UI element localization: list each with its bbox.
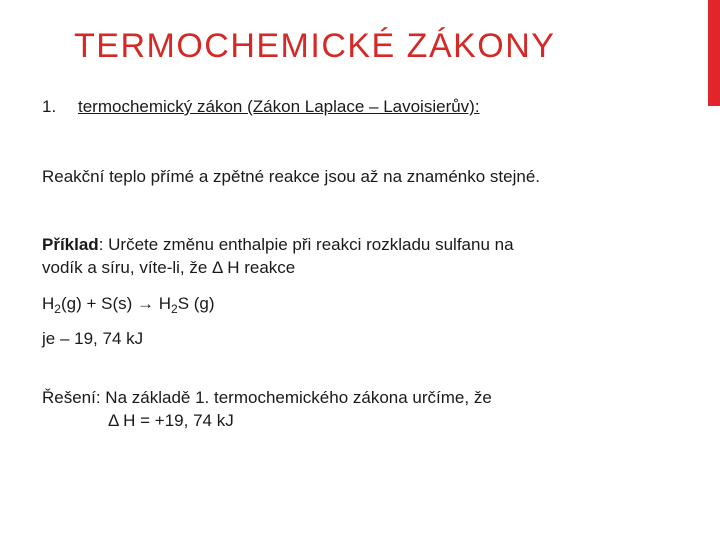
example-label: Příklad [42, 235, 99, 254]
eq-mid: (g) + S(s) → H [60, 294, 172, 313]
reaction-enthalpy: je – 19, 74 kJ [42, 329, 144, 348]
solution-block [42, 386, 492, 432]
law-number: 1. [42, 97, 57, 116]
eq-h: H [42, 294, 55, 313]
eq-sub-2: 2 [171, 302, 178, 316]
solution-line-1: Řešení: Na základě 1. termochemického zákona určíme, že [42, 388, 492, 407]
law-statement: Reakční teplo přímé a zpětné reakce jsou až na znaménko stejné. [42, 167, 541, 186]
solution-line-2: Δ H = +19, 74 kJ [108, 411, 234, 430]
slide-title: TERMOCHEMICKÉ ZÁKONY [74, 27, 556, 65]
example-line-1 [42, 233, 514, 256]
law-heading [42, 95, 480, 118]
example-line-2: vodík a síru, víte-li, že Δ H reakce [42, 258, 296, 277]
eq-end: S (g) [177, 294, 215, 313]
reaction-equation [42, 292, 215, 315]
example-text: : Určete změnu enthalpie při reakci rozkladu sulfanu na [98, 235, 514, 254]
law-title: termochemický zákon (Zákon Laplace – Lavoisierův): [78, 97, 480, 116]
example-block [42, 233, 514, 279]
eq-sub-1: 2 [54, 302, 61, 316]
accent-bar [708, 0, 720, 106]
